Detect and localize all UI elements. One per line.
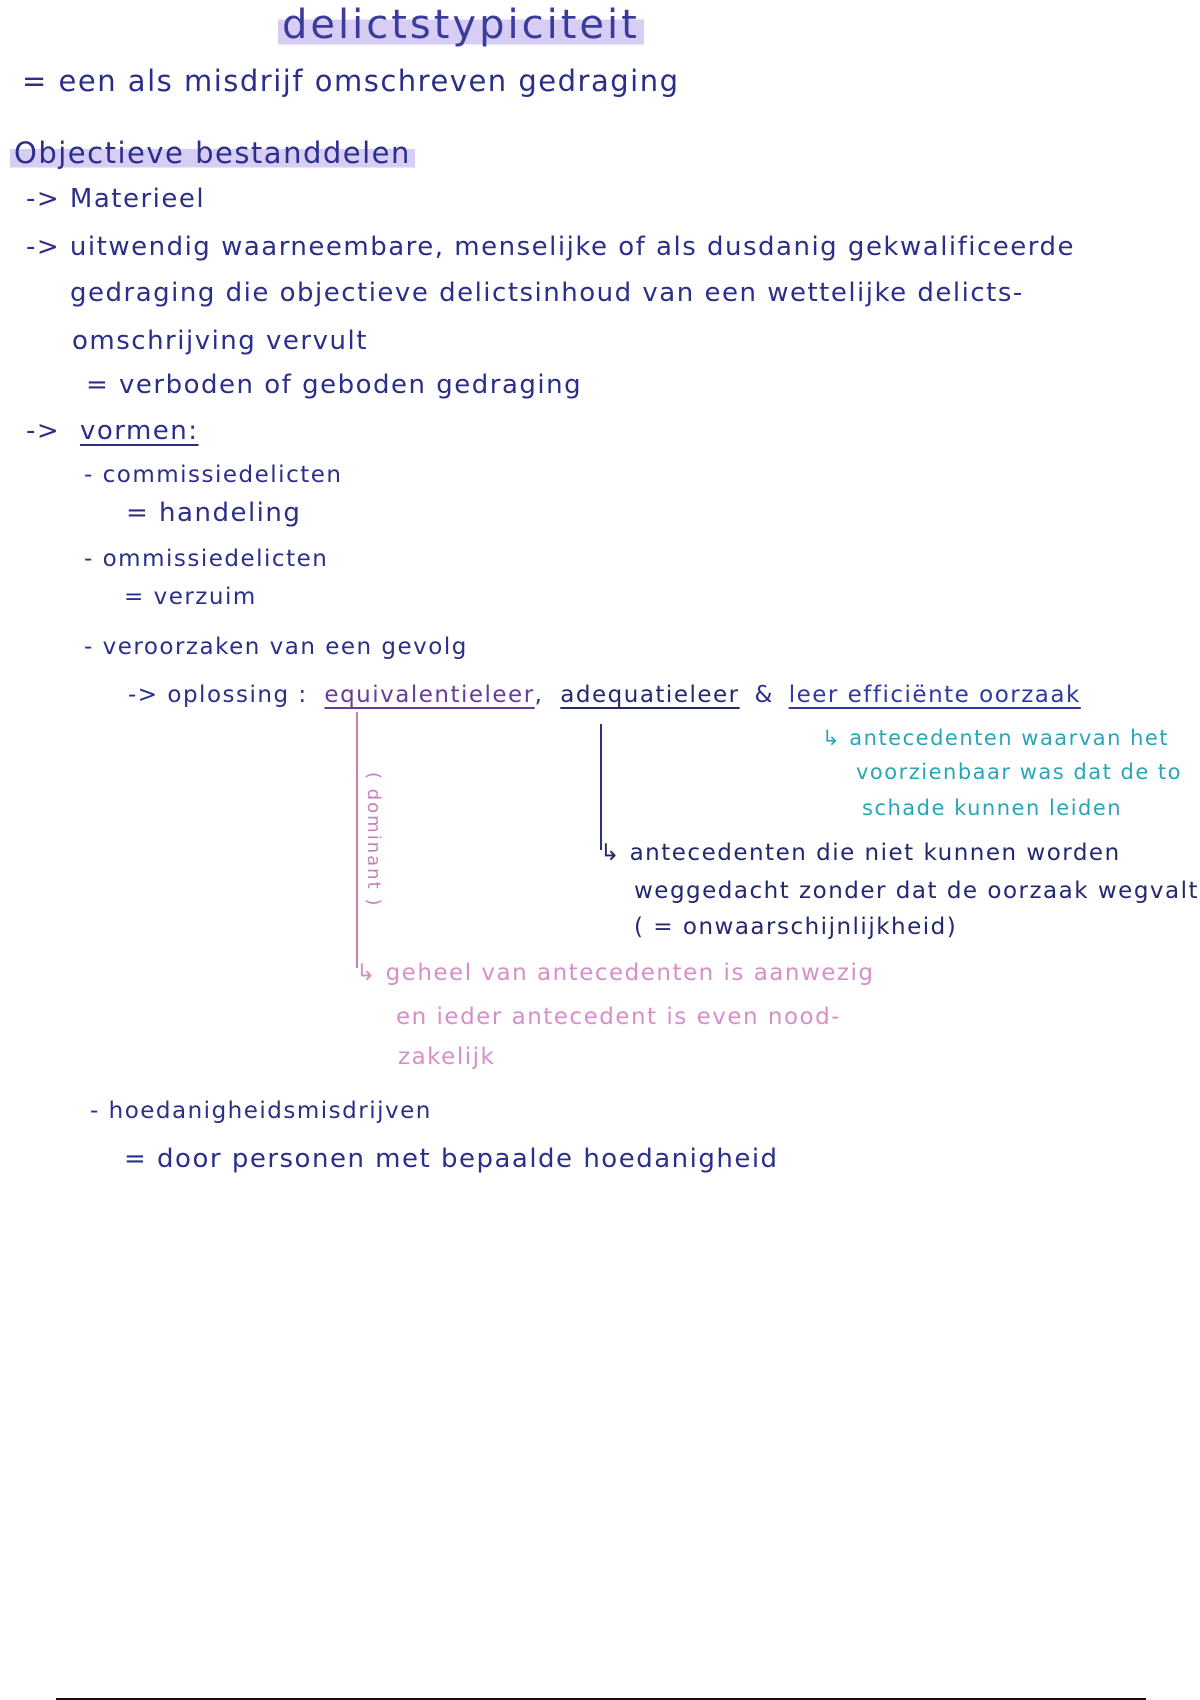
veroorzaken-gevolg: - veroorzaken van een gevolg	[84, 634, 468, 660]
ommissiedelicten: - ommissiedelicten	[84, 546, 329, 572]
ommissiedelicten-definition: = verzuim	[124, 584, 257, 610]
page-title-text: delictstypiciteit	[278, 2, 644, 48]
commissiedelicten: - commissiedelicten	[84, 462, 343, 488]
oplossing-line	[128, 682, 1081, 708]
vormen-arrow: ->	[26, 416, 61, 446]
definition-line-3: omschrijving vervult	[72, 326, 368, 356]
definition-line-2: gedraging die objectieve delictsinhoud van een wettelijke delicts-	[70, 278, 1024, 308]
equivalentie-connector-line	[356, 712, 358, 968]
dominant-label: ( dominant )	[363, 772, 384, 908]
teal-note-line-1: ↳ antecedenten waarvan het	[822, 726, 1170, 750]
definition-line-1: -> uitwendig waarneembare, menselijke of als dusdanig gekwalificeerde	[26, 232, 1076, 262]
adequatieleer: adequatieleer	[560, 682, 740, 708]
teal-note-line-2: voorzienbaar was dat de to	[856, 760, 1182, 784]
pink-note-line-3: zakelijk	[398, 1044, 496, 1070]
materieel-line: -> Materieel	[26, 184, 206, 214]
commissiedelicten-definition: = handeling	[126, 498, 302, 528]
leer-efficiente-oorzaak: leer efficiënte oorzaak	[788, 682, 1081, 708]
definition-line-4: = verboden of geboden gedraging	[86, 370, 583, 400]
oplossing-prefix: -> oplossing :	[128, 682, 308, 708]
vormen-label: vormen:	[79, 416, 199, 446]
vormen-heading	[26, 416, 199, 446]
equivalentieleer: equivalentieleer	[324, 682, 535, 708]
navy-note-line-2: weggedacht zonder dat de oorzaak wegvalt	[634, 878, 1200, 904]
section-heading-text: Objectieve bestanddelen	[10, 136, 415, 170]
navy-note-line-3: ( = onwaarschijnlijkheid)	[634, 914, 958, 940]
pink-note-line-1: ↳ geheel van antecedenten is aanwezig	[356, 960, 875, 986]
ampersand: &	[754, 682, 774, 708]
pink-note-line-2: en ieder antecedent is even nood-	[396, 1004, 841, 1030]
comma: ,	[534, 682, 544, 708]
section-heading	[10, 136, 415, 170]
hoedanigheidsmisdrijven: - hoedanigheidsmisdrijven	[90, 1098, 432, 1124]
page-title	[278, 2, 644, 48]
navy-note-line-1: ↳ antecedenten die niet kunnen worden	[600, 840, 1121, 866]
teal-note-line-3: schade kunnen leiden	[862, 796, 1123, 820]
hoedanigheidsmisdrijven-definition: = door personen met bepaalde hoedanigheid	[124, 1144, 779, 1174]
adequatie-connector-line	[600, 724, 602, 850]
definition-line: = een als misdrijf omschreven gedraging	[22, 64, 680, 98]
